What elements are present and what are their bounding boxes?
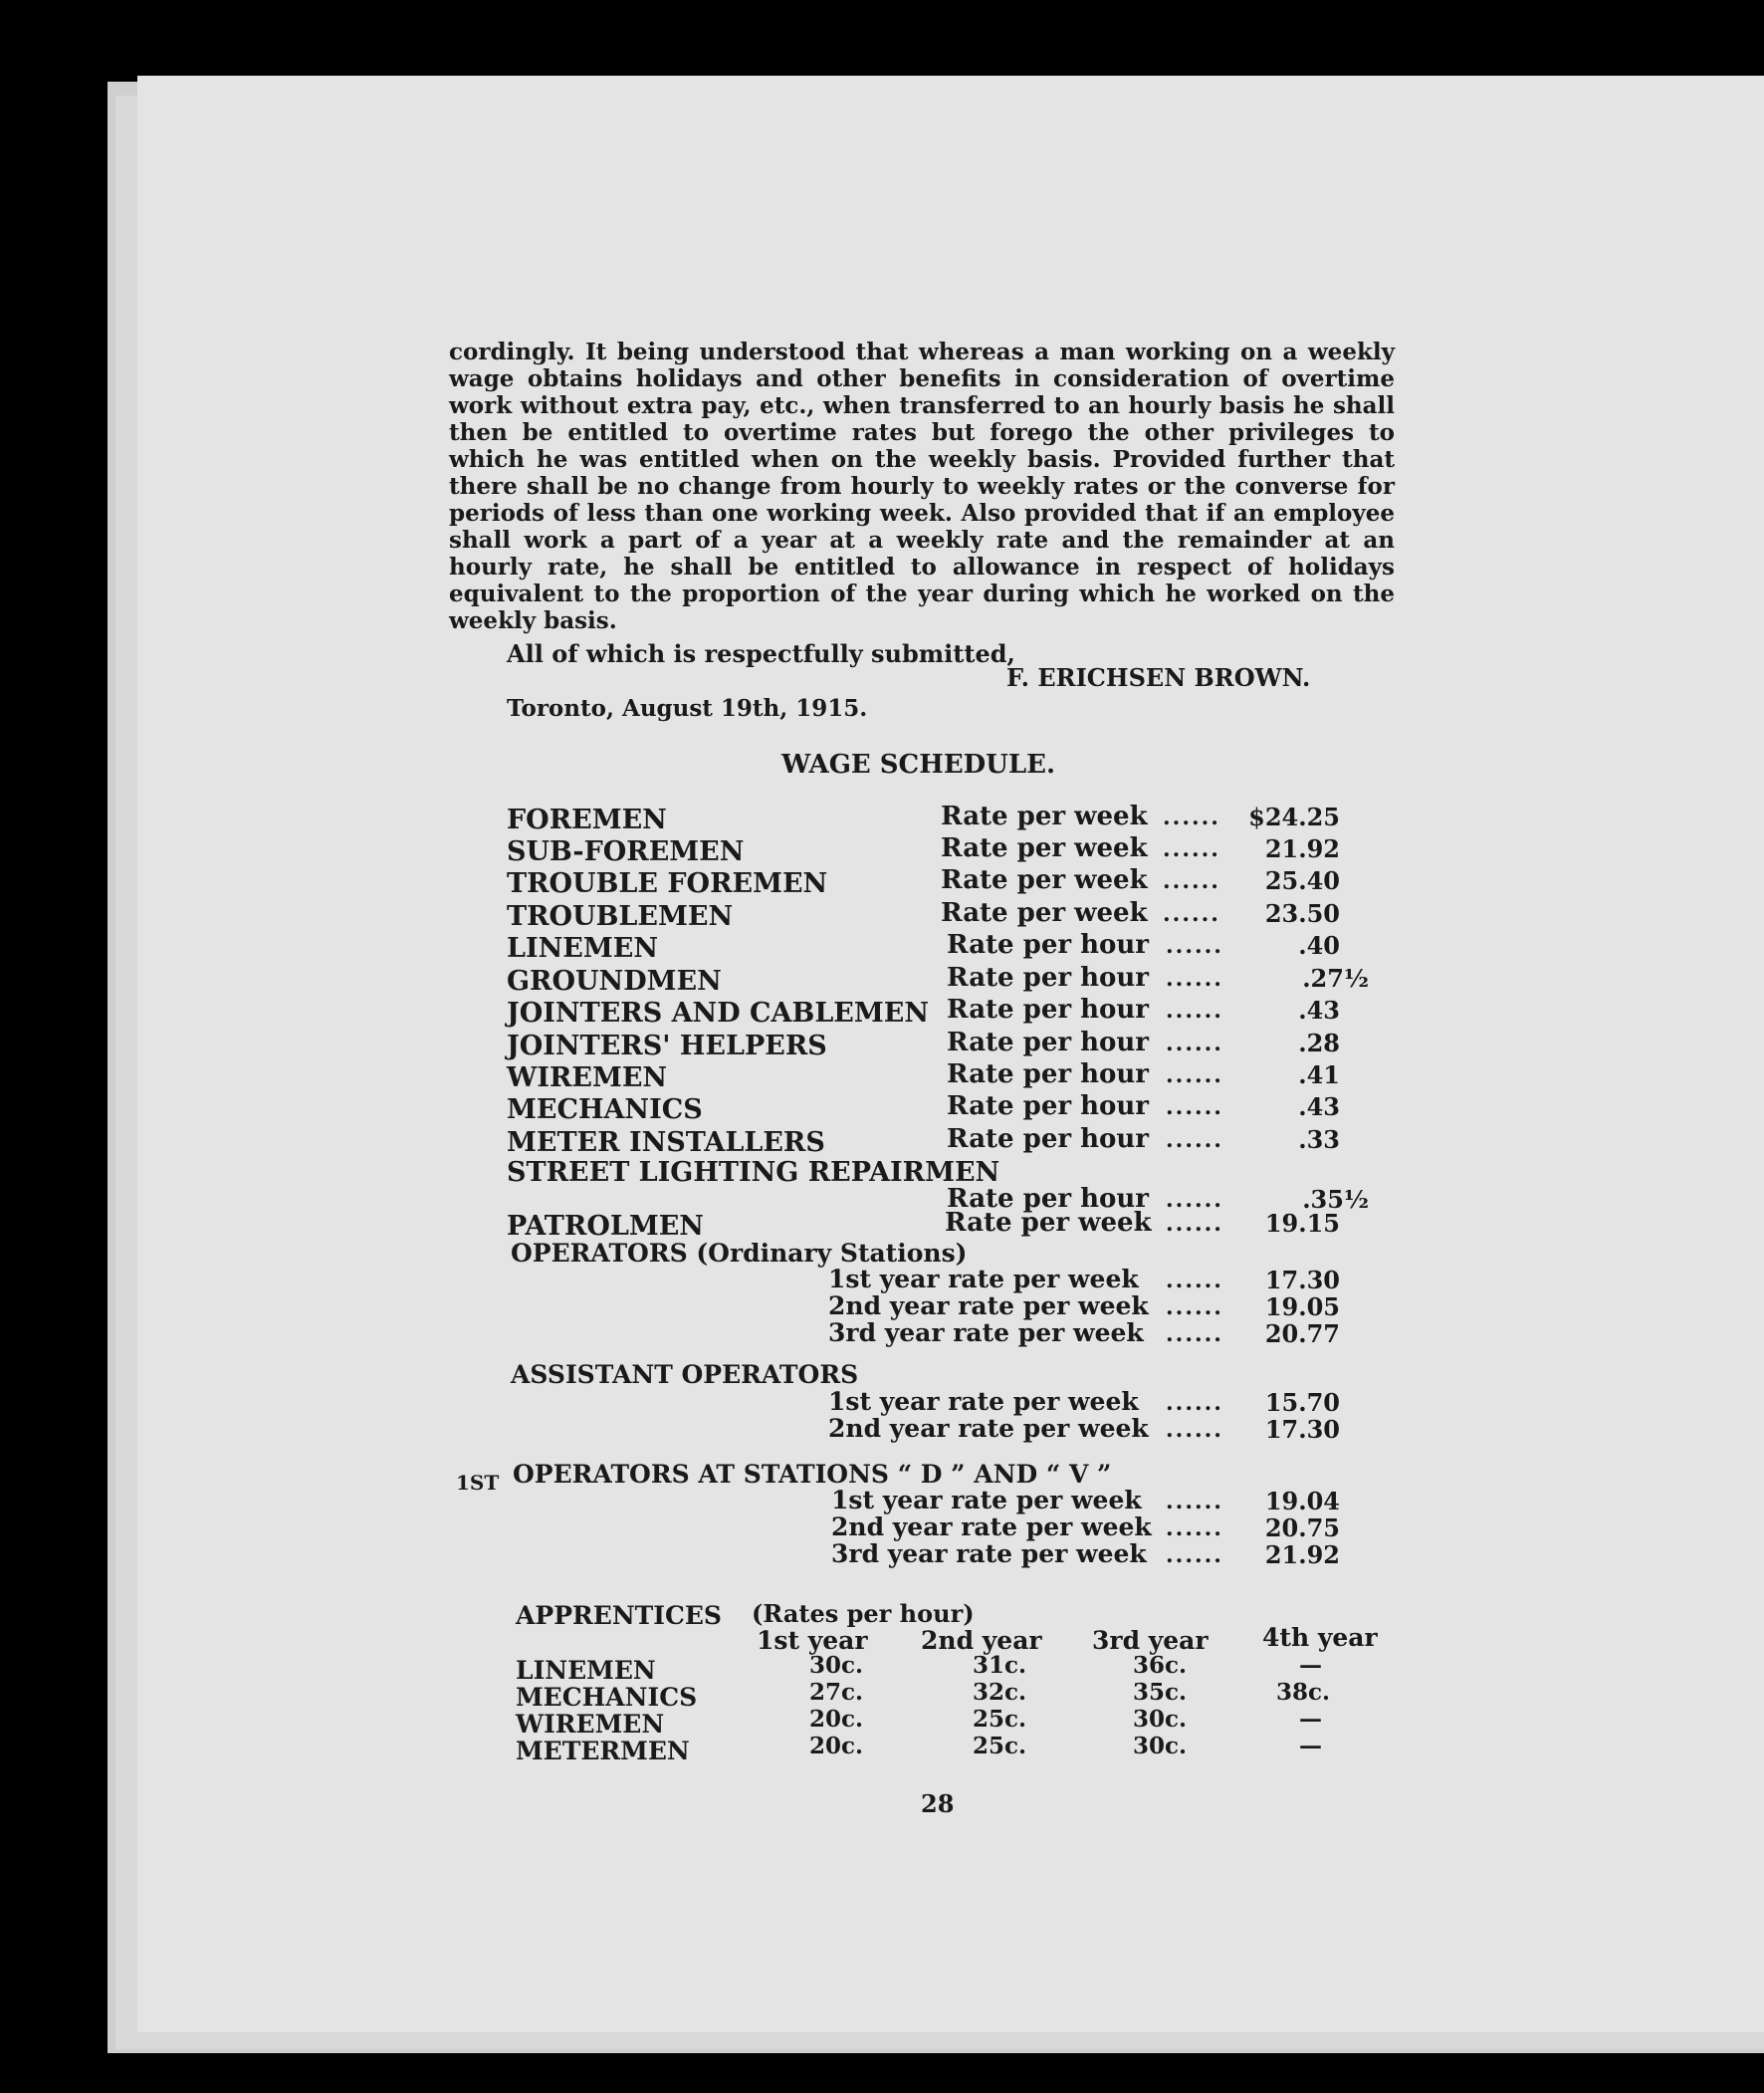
year-rate-label: 1st year rate per week <box>831 1486 1142 1514</box>
street-lighting-job: STREET LIGHTING REPAIRMEN <box>507 1157 1000 1188</box>
apprentice-trade: LINEMEN <box>516 1656 656 1685</box>
wage-row-dots: ...... <box>1163 868 1220 894</box>
apprentice-rate: — <box>1299 1652 1322 1679</box>
year-rate-label: 1st year rate per week <box>828 1265 1139 1293</box>
year-rate-label: 1st year rate per week <box>828 1387 1139 1416</box>
wage-row-rate: Rate per week <box>941 833 1148 863</box>
apprentice-rate: 20c. <box>809 1706 864 1733</box>
apprentice-column-header: 1st year <box>757 1626 868 1655</box>
wage-row-amount: 23.50 <box>1264 899 1340 928</box>
year-rate-dots: ...... <box>1166 1417 1223 1443</box>
place-date: Toronto, August 19th, 1915. <box>507 695 868 722</box>
year-rate-label: 2nd year rate per week <box>828 1414 1149 1443</box>
wage-row-dots: ...... <box>1166 1062 1223 1088</box>
apprentice-rate: — <box>1299 1706 1322 1733</box>
wage-row-dots: ...... <box>1166 998 1223 1024</box>
wage-row-job: TROUBLE FOREMEN <box>507 868 828 899</box>
year-rate-amount: 21.92 <box>1264 1540 1340 1569</box>
year-rate-dots: ...... <box>1166 1294 1223 1320</box>
year-rate-dots: ...... <box>1166 1321 1223 1347</box>
wage-row-job: SUB-FOREMEN <box>507 836 745 867</box>
wage-row-rate: Rate per hour <box>947 1028 1149 1057</box>
patrolmen-rate: Rate per week <box>945 1208 1152 1238</box>
street-lighting-rate: Rate per hour <box>947 1184 1149 1214</box>
wage-row-job: GROUNDMEN <box>507 966 722 997</box>
wage-row-dots: ...... <box>1163 836 1220 862</box>
wage-row-job: LINEMEN <box>507 933 659 964</box>
wage-row-amount: 21.92 <box>1264 834 1340 863</box>
patrolmen-amount: 19.15 <box>1264 1209 1340 1238</box>
wage-row-amount: .27½ <box>1302 964 1369 993</box>
wage-row-dots: ...... <box>1163 805 1220 830</box>
year-rate-dots: ...... <box>1166 1489 1223 1514</box>
wage-row-rate: Rate per week <box>941 865 1148 895</box>
operators-heading: OPERATORS (Ordinary Stations) <box>511 1239 968 1268</box>
signature: F. ERICHSEN BROWN. <box>1006 663 1311 692</box>
apprentice-rate: 25c. <box>973 1706 1027 1733</box>
closing-line: All of which is respectfully submitted, <box>507 639 1015 668</box>
apprentices-subheading: (Rates per hour) <box>752 1599 975 1628</box>
wage-row-rate: Rate per hour <box>947 1091 1149 1121</box>
wage-row-dots: ...... <box>1166 966 1223 992</box>
apprentice-rate: 27c. <box>809 1679 864 1706</box>
wage-row-amount: .28 <box>1298 1029 1340 1057</box>
wage-row-amount: .40 <box>1298 931 1340 960</box>
apprentice-column-header: 4th year <box>1262 1623 1378 1652</box>
wage-row-amount: $24.25 <box>1248 803 1340 831</box>
wage-row-rate: Rate per week <box>941 802 1148 831</box>
apprentice-trade: WIREMEN <box>516 1710 665 1739</box>
year-rate-amount: 15.70 <box>1264 1388 1340 1417</box>
year-rate-dots: ...... <box>1166 1542 1223 1568</box>
street-lighting-amount: .35½ <box>1302 1185 1369 1214</box>
apprentice-rate: 35c. <box>1133 1679 1188 1706</box>
wage-row-rate: Rate per hour <box>947 930 1149 960</box>
year-rate-amount: 20.75 <box>1264 1513 1340 1542</box>
wage-row-amount: 25.40 <box>1264 866 1340 895</box>
year-rate-dots: ...... <box>1166 1268 1223 1293</box>
wage-row-job: WIREMEN <box>507 1062 668 1093</box>
apprentice-rate: 32c. <box>973 1679 1027 1706</box>
apprentice-trade: METERMEN <box>516 1737 690 1765</box>
wage-row-amount: .41 <box>1298 1060 1340 1089</box>
page-number: 28 <box>921 1789 955 1818</box>
year-rate-amount: 20.77 <box>1264 1319 1340 1348</box>
year-rate-label: 3rd year rate per week <box>831 1539 1147 1568</box>
year-rate-amount: 19.04 <box>1264 1487 1340 1515</box>
wage-row-rate: Rate per hour <box>947 995 1149 1025</box>
year-rate-amount: 17.30 <box>1264 1266 1340 1294</box>
year-rate-amount: 17.30 <box>1264 1415 1340 1444</box>
apprentice-rate: 30c. <box>1133 1733 1188 1759</box>
margin-note: 1ST <box>456 1471 500 1495</box>
apprentices-heading: APPRENTICES <box>516 1601 722 1630</box>
year-rate-amount: 19.05 <box>1264 1292 1340 1321</box>
wage-row-rate: Rate per hour <box>947 1059 1149 1089</box>
apprentice-rate: 31c. <box>973 1652 1027 1679</box>
schedule-title: WAGE SCHEDULE. <box>781 750 1056 780</box>
street-lighting-dots: ...... <box>1166 1187 1223 1213</box>
wage-row-job: METER INSTALLERS <box>507 1127 825 1158</box>
apprentice-rate: 36c. <box>1133 1652 1188 1679</box>
wage-row-amount: .33 <box>1298 1125 1340 1154</box>
apprentice-rate: 30c. <box>1133 1706 1188 1733</box>
wage-row-dots: ...... <box>1163 901 1220 927</box>
patrolmen-dots: ...... <box>1166 1211 1223 1237</box>
wage-row-amount: .43 <box>1298 1092 1340 1121</box>
wage-row-job: JOINTERS AND CABLEMEN <box>507 998 930 1029</box>
wage-row-job: JOINTERS' HELPERS <box>507 1031 827 1061</box>
year-rate-label: 2nd year rate per week <box>828 1291 1149 1320</box>
paragraph-text: cordingly. It being understood that whereas a man working on a weekly wage obtains holidays and other benefits in consideration of overtime work without extra pay, etc., when transferred to an hourly basis he shall then be entitled to overtime rates but forego the other privileges to which he was entitled when on the weekly basis. Provided further that there shall be no change from hourly to weekly rates or the converse for periods of less than one working week. Also provided that if an employee shall work a part of a year at a weekly rate and the remainder at an hourly rate, he shall be entitled to allowance in respect of holidays equivalent to the proportion of the year during which he worked on the weekly basis. <box>449 339 1395 634</box>
apprentice-rate: 25c. <box>973 1733 1027 1759</box>
apprentice-column-header: 2nd year <box>921 1626 1042 1655</box>
wage-row-job: MECHANICS <box>507 1094 703 1125</box>
station-operators-heading: OPERATORS AT STATIONS “ D ” AND “ V ” <box>513 1460 1112 1489</box>
assistant-operators-heading: ASSISTANT OPERATORS <box>511 1360 859 1389</box>
apprentice-rate: 20c. <box>809 1733 864 1759</box>
apprentice-rate: — <box>1299 1733 1322 1759</box>
wage-row-dots: ...... <box>1166 1031 1223 1056</box>
apprentice-rate: 30c. <box>809 1652 864 1679</box>
wage-row-rate: Rate per hour <box>947 1124 1149 1154</box>
year-rate-dots: ...... <box>1166 1515 1223 1541</box>
wage-row-rate: Rate per week <box>941 898 1148 928</box>
year-rate-label: 2nd year rate per week <box>831 1512 1152 1541</box>
wage-row-dots: ...... <box>1166 933 1223 959</box>
wage-row-dots: ...... <box>1166 1127 1223 1153</box>
patrolmen-job: PATROLMEN <box>507 1211 704 1242</box>
wage-row-dots: ...... <box>1166 1094 1223 1120</box>
wage-row-rate: Rate per hour <box>947 963 1149 993</box>
wage-row-job: FOREMEN <box>507 805 667 835</box>
wage-row-amount: .43 <box>1298 996 1340 1025</box>
apprentice-trade: MECHANICS <box>516 1683 698 1712</box>
apprentice-column-header: 3rd year <box>1092 1626 1209 1655</box>
year-rate-dots: ...... <box>1166 1390 1223 1416</box>
wage-row-job: TROUBLEMEN <box>507 901 734 932</box>
year-rate-label: 3rd year rate per week <box>828 1318 1144 1347</box>
body-paragraph <box>449 339 1395 634</box>
apprentice-rate: 38c. <box>1276 1679 1331 1706</box>
